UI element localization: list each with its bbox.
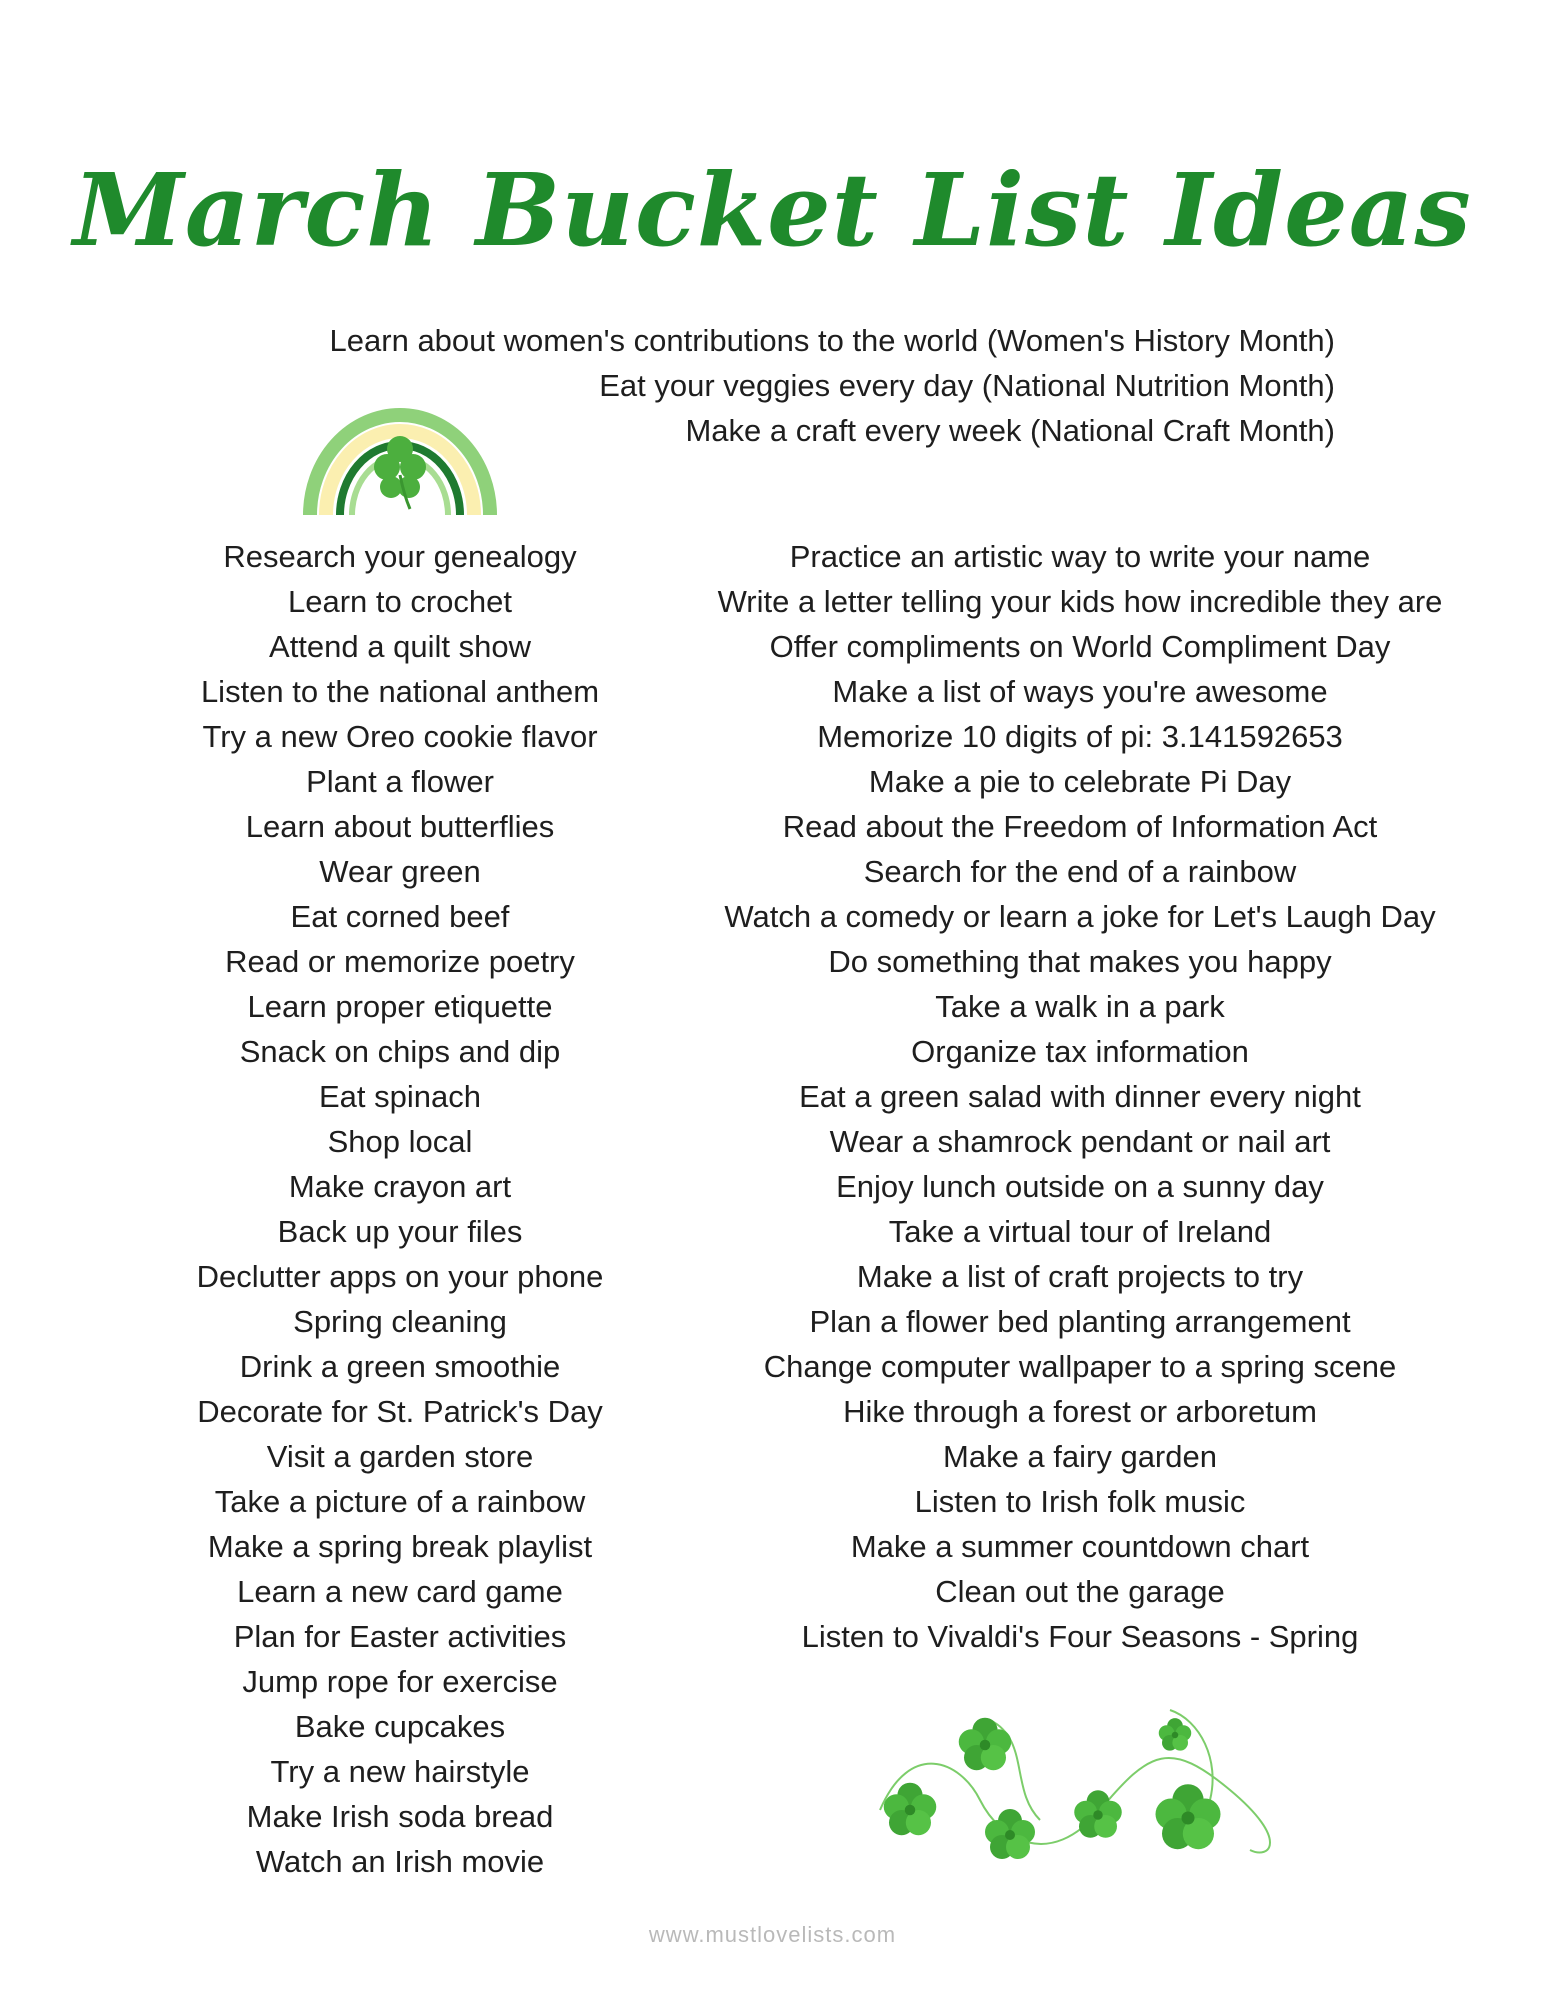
rainbow-shamrock-icon: [300, 375, 500, 520]
list-item: Make a pie to celebrate Pi Day: [868, 764, 1292, 799]
list-item: Learn proper etiquette: [247, 989, 553, 1024]
list-item: Eat a green salad with dinner every night: [799, 1079, 1361, 1114]
list-item: Back up your files: [277, 1214, 523, 1249]
list-item: Make a list of craft projects to try: [856, 1259, 1304, 1294]
list-item: Attend a quilt show: [269, 629, 531, 664]
list-item: Make a summer countdown chart: [850, 1529, 1310, 1564]
list-item: Visit a garden store: [266, 1439, 534, 1474]
page-title: March Bucket List Ideas: [73, 151, 1472, 269]
list-item: Make a spring break playlist: [207, 1529, 593, 1564]
list-item: Listen to the national anthem: [200, 674, 600, 709]
list-item: Read about the Freedom of Information Act: [782, 809, 1378, 844]
list-item: Watch an Irish movie: [255, 1844, 545, 1879]
list-item: Snack on chips and dip: [239, 1034, 561, 1069]
footer-url: www.mustlovelists.com: [648, 1922, 897, 1947]
list-item: Drink a green smoothie: [239, 1349, 561, 1384]
list-item: Take a walk in a park: [935, 989, 1225, 1024]
list-item: Search for the end of a rainbow: [863, 854, 1297, 889]
list-item: Read or memorize poetry: [225, 944, 575, 979]
list-item: Wear green: [319, 854, 481, 889]
list-item: Learn a new card game: [237, 1574, 563, 1609]
list-item: Listen to Vivaldi's Four Seasons - Spring: [801, 1619, 1359, 1654]
list-item: Make a fairy garden: [943, 1439, 1217, 1474]
list-item: Learn about butterflies: [245, 809, 555, 844]
list-item: Decorate for St. Patrick's Day: [197, 1394, 603, 1429]
list-item: Clean out the garage: [935, 1574, 1225, 1609]
intro-item: Learn about women's contributions to the world (Women's History Month): [329, 323, 1335, 358]
right-list: [700, 534, 1460, 1659]
list-item: Try a new Oreo cookie flavor: [202, 719, 598, 754]
list-item: Shop local: [327, 1124, 473, 1159]
list-item: Wear a shamrock pendant or nail art: [829, 1124, 1331, 1159]
list-item: Make Irish soda bread: [246, 1799, 554, 1834]
shamrock-cluster-icon: [870, 1700, 1290, 1900]
intro-item: Eat your veggies every day (National Nutrition Month): [599, 368, 1335, 403]
list-item: Offer compliments on World Compliment Day: [769, 629, 1391, 664]
list-item: Learn to crochet: [287, 584, 513, 619]
list-item: Practice an artistic way to write your name: [789, 539, 1371, 574]
list-item: Take a picture of a rainbow: [214, 1484, 586, 1519]
list-item: Try a new hairstyle: [270, 1754, 530, 1789]
list-item: Take a virtual tour of Ireland: [888, 1214, 1272, 1249]
list-item: Plant a flower: [306, 764, 494, 799]
list-item: Bake cupcakes: [294, 1709, 506, 1744]
list-item: Do something that makes you happy: [828, 944, 1332, 979]
list-item: Write a letter telling your kids how incredible they are: [717, 584, 1443, 619]
list-item: Make a list of ways you're awesome: [832, 674, 1328, 709]
list-item: Jump rope for exercise: [242, 1664, 558, 1699]
left-list: [160, 534, 640, 1884]
list-item: Hike through a forest or arboretum: [843, 1394, 1317, 1429]
list-item: Research your genealogy: [223, 539, 577, 574]
list-item: Spring cleaning: [293, 1304, 507, 1339]
list-item: Listen to Irish folk music: [914, 1484, 1246, 1519]
list-item: Plan for Easter activities: [233, 1619, 567, 1654]
list-item: Watch a comedy or learn a joke for Let's Laugh Day: [724, 899, 1436, 934]
list-item: Plan a flower bed planting arrangement: [809, 1304, 1351, 1339]
list-item: Eat corned beef: [290, 899, 510, 934]
list-item: Memorize 10 digits of pi: 3.141592653: [817, 719, 1343, 754]
list-item: Eat spinach: [319, 1079, 481, 1114]
list-item: Change computer wallpaper to a spring scene: [763, 1349, 1397, 1384]
list-item: Declutter apps on your phone: [196, 1259, 604, 1294]
list-item: Enjoy lunch outside on a sunny day: [836, 1169, 1324, 1204]
list-item: Make crayon art: [288, 1169, 512, 1204]
intro-item: Make a craft every week (National Craft Month): [685, 413, 1335, 448]
list-item: Organize tax information: [911, 1034, 1249, 1069]
